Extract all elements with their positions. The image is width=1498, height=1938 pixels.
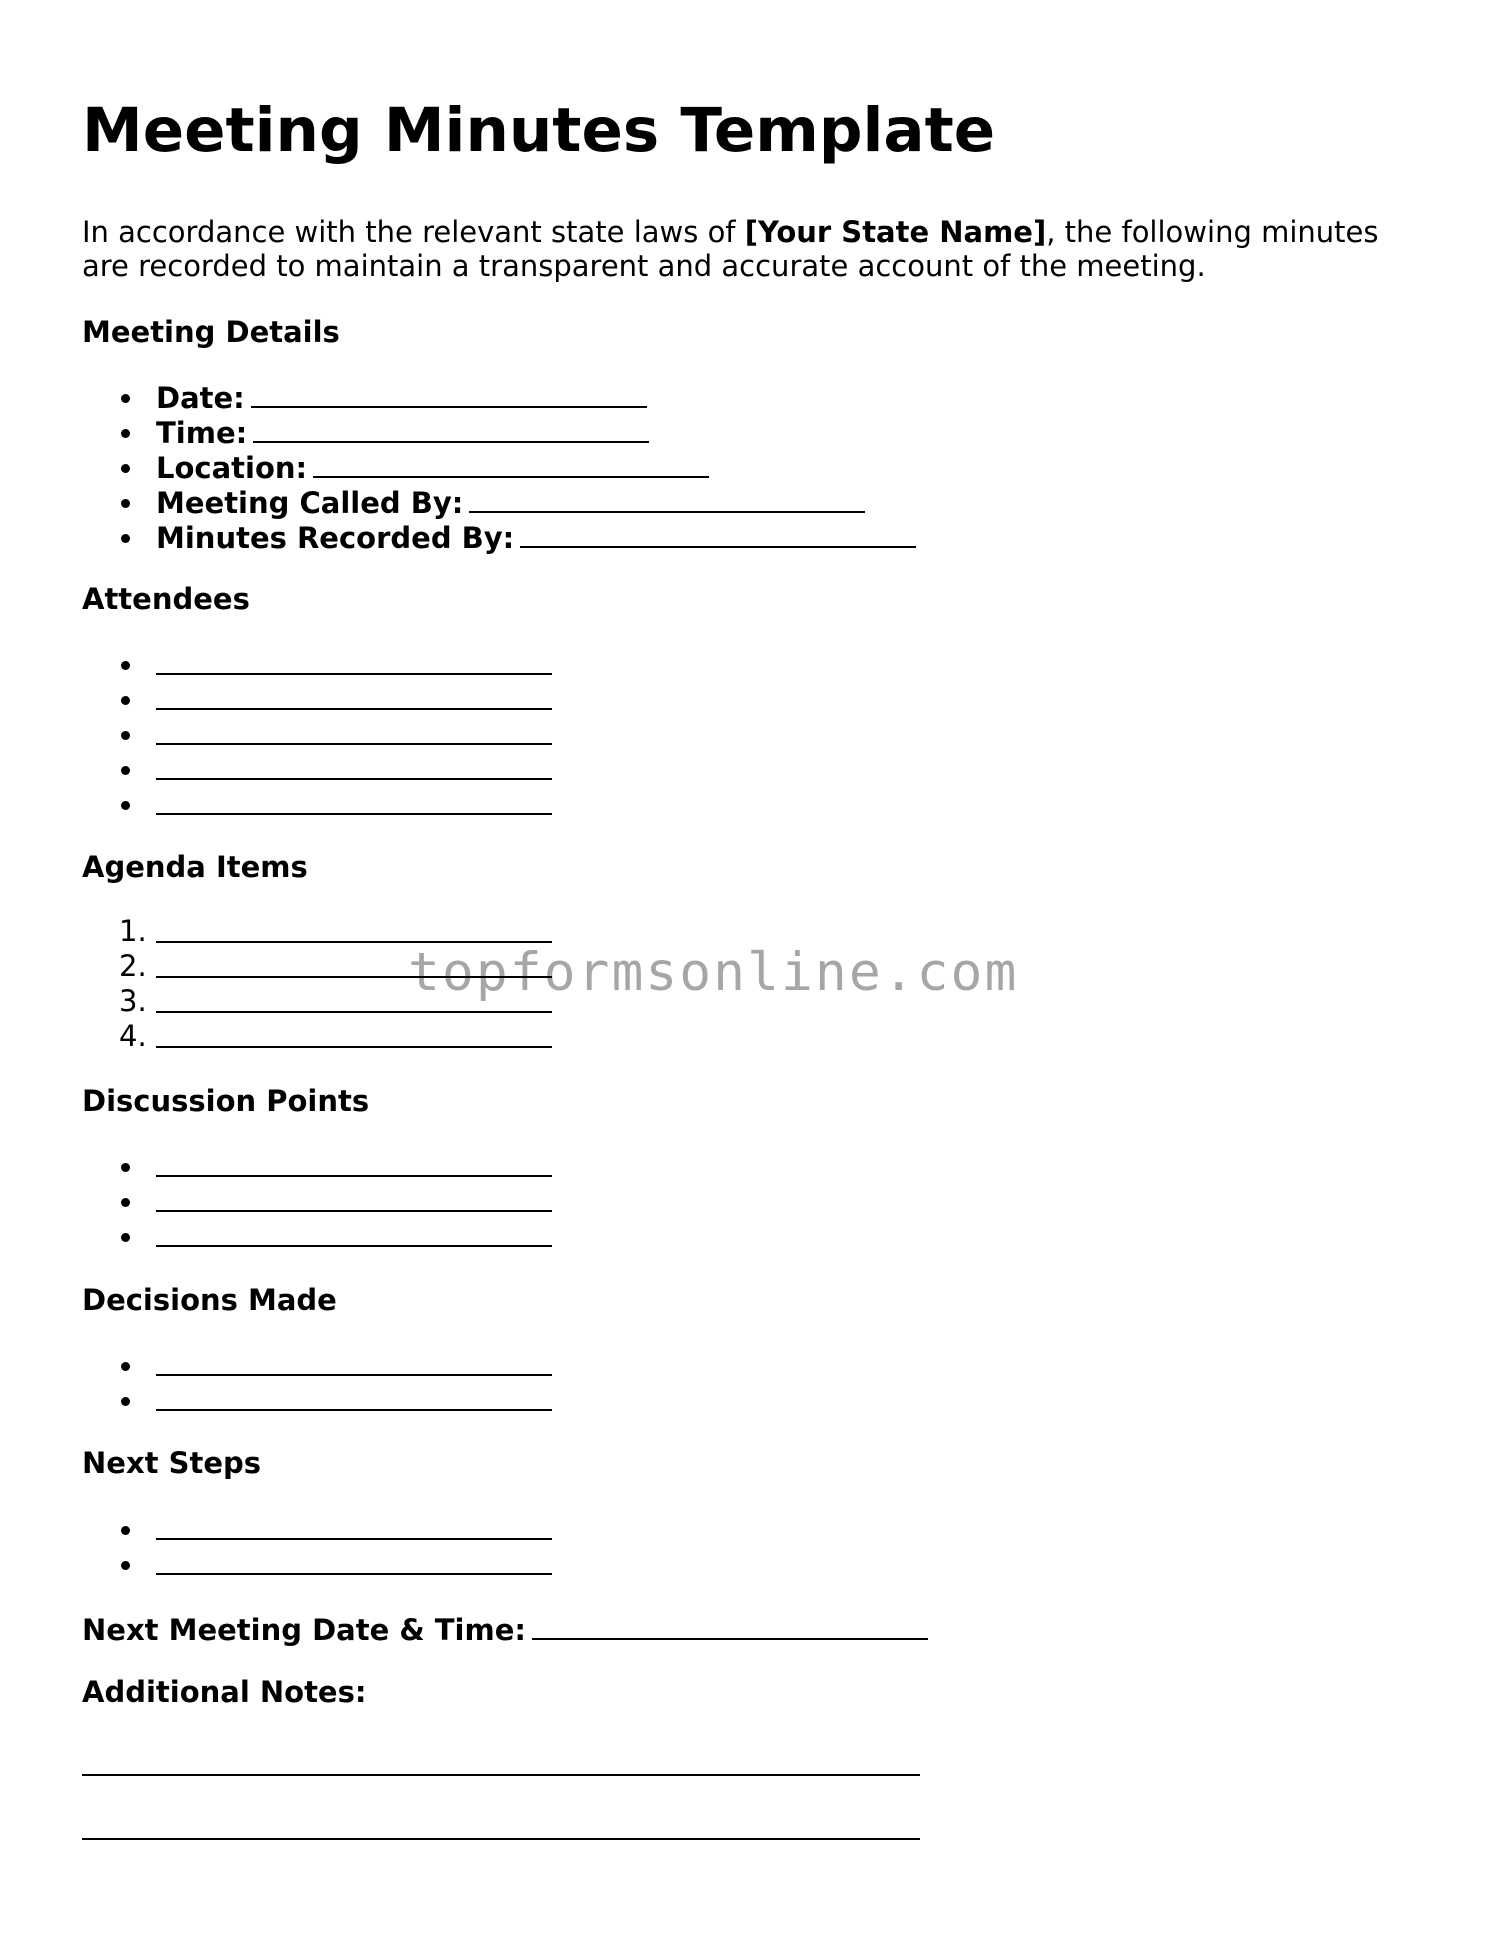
decisions-list — [82, 1347, 552, 1417]
next-step-field[interactable] — [156, 1511, 552, 1540]
decisions-heading: Decisions Made — [82, 1283, 337, 1317]
next-meeting-row — [82, 1611, 928, 1647]
decision-item — [82, 1382, 552, 1417]
time-field[interactable] — [253, 414, 649, 443]
attendee-field[interactable] — [156, 681, 552, 710]
meeting-details-heading: Meeting Details — [82, 315, 340, 349]
attendees-list — [82, 646, 552, 821]
attendee-field[interactable] — [156, 646, 552, 675]
next-meeting-label: Next Meeting Date & Time: — [82, 1613, 526, 1647]
discussion-field[interactable] — [156, 1218, 552, 1247]
attendee-item — [82, 681, 552, 716]
recorded-by-item — [82, 519, 916, 554]
attendee-field[interactable] — [156, 751, 552, 780]
attendee-item — [82, 716, 552, 751]
next-meeting-field[interactable] — [532, 1611, 928, 1640]
additional-notes-heading: Additional Notes: — [82, 1675, 367, 1709]
location-item — [82, 449, 916, 484]
next-steps-list — [82, 1511, 552, 1581]
agenda-number: 1. — [119, 914, 147, 948]
intro-paragraph — [82, 215, 1422, 283]
attendee-item — [82, 646, 552, 681]
discussion-item — [82, 1218, 552, 1253]
intro-state-placeholder: [Your State Name] — [744, 215, 1047, 249]
agenda-item — [82, 1019, 552, 1054]
decision-field[interactable] — [156, 1347, 552, 1376]
location-field[interactable] — [313, 449, 709, 478]
recorded-by-label: Minutes Recorded By: — [156, 521, 515, 555]
location-label: Location: — [156, 451, 308, 485]
notes-line[interactable] — [82, 1774, 920, 1776]
attendee-item — [82, 751, 552, 786]
intro-text-before: In accordance with the relevant state laws of — [82, 215, 745, 249]
time-item — [82, 414, 916, 449]
next-step-item — [82, 1546, 552, 1581]
meeting-details-list — [82, 379, 916, 554]
agenda-number: 4. — [119, 1019, 147, 1053]
agenda-field[interactable] — [156, 914, 552, 943]
attendee-item — [82, 786, 552, 821]
agenda-number: 2. — [119, 949, 147, 983]
page-title: Meeting Minutes Template — [82, 95, 996, 166]
discussion-field[interactable] — [156, 1148, 552, 1177]
discussion-field[interactable] — [156, 1183, 552, 1212]
agenda-field[interactable] — [156, 1019, 552, 1048]
next-step-item — [82, 1511, 552, 1546]
date-label: Date: — [156, 381, 245, 415]
discussion-list — [82, 1148, 552, 1253]
attendee-field[interactable] — [156, 786, 552, 815]
decision-field[interactable] — [156, 1382, 552, 1411]
discussion-heading: Discussion Points — [82, 1084, 370, 1118]
recorded-by-field[interactable] — [520, 519, 916, 548]
attendee-field[interactable] — [156, 716, 552, 745]
called-by-item — [82, 484, 916, 519]
decision-item — [82, 1347, 552, 1382]
watermark-text: topformsonline.com — [408, 942, 1019, 1003]
date-item — [82, 379, 916, 414]
time-label: Time: — [156, 416, 248, 450]
notes-line[interactable] — [82, 1838, 920, 1840]
called-by-field[interactable] — [469, 484, 865, 513]
date-field[interactable] — [251, 379, 647, 408]
discussion-item — [82, 1183, 552, 1218]
agenda-heading: Agenda Items — [82, 850, 308, 884]
agenda-number: 3. — [119, 984, 147, 1018]
next-step-field[interactable] — [156, 1546, 552, 1575]
intro-text-after: , the following minutes are recorded to maintain a transparent and accurate account of the meeting. — [82, 215, 1379, 283]
called-by-label: Meeting Called By: — [156, 486, 464, 520]
discussion-item — [82, 1148, 552, 1183]
next-steps-heading: Next Steps — [82, 1446, 262, 1480]
attendees-heading: Attendees — [82, 582, 250, 616]
